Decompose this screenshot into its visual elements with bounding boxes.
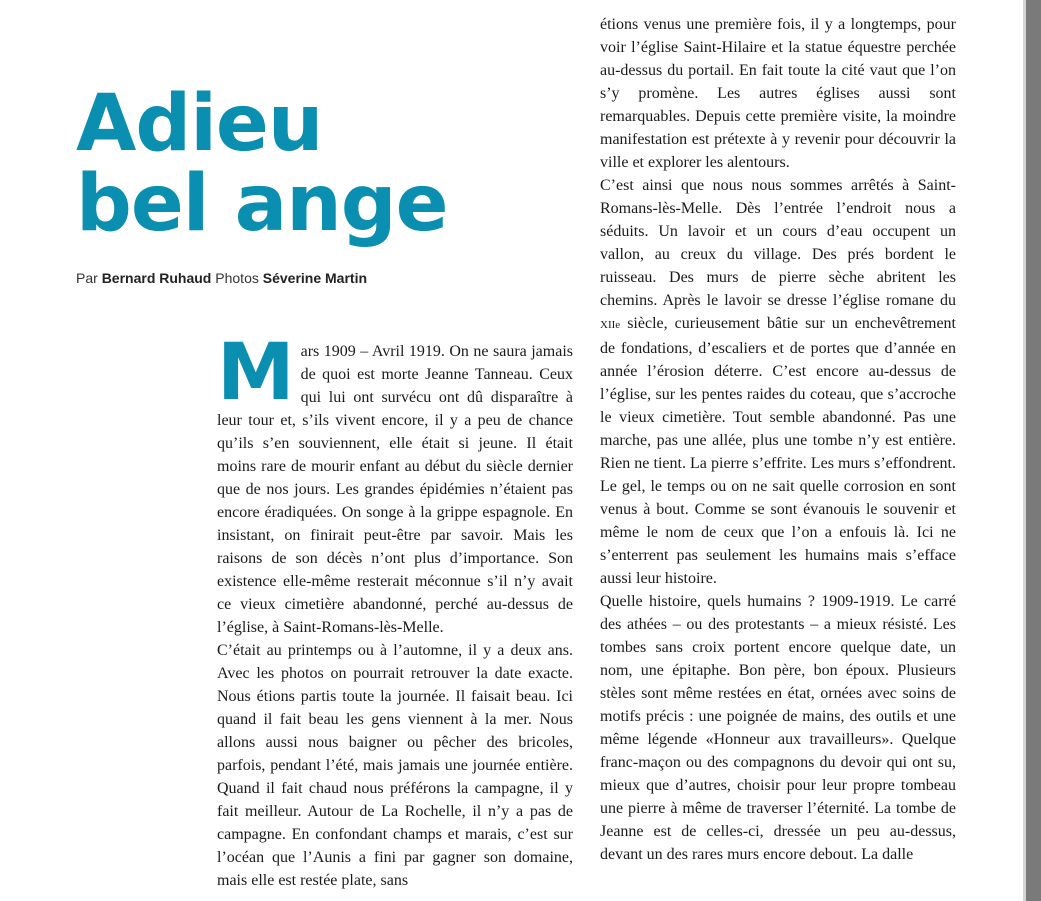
left-paragraph-2: C’était au printemps ou à l’automne, il y a deux ans. Avec les photos on pourrait retrouver la date exacte. Nous étions partis toute la journée. Il faisait beau. Ici quand il fait beau les gens viennent à la mer. Nous allons aussi nous baigner ou pêcher des bricoles, parfois, pendant l’été, mais jamais une journée entière. Quand il fait chaud nous préférons la campagne, il y fait meilleur. Autour de La Rochelle, il n’y a pas de campagne. En confondant champs et marais, c’est sur l’océan que l’Aunis a fini par gagner son domaine, mais elle est restée plate, sans [217, 642, 573, 889]
right-text-column [600, 13, 956, 866]
left-paragraph-1-text: ars 1909 – Avril 1919. On ne saura jamais de quoi est morte Jeanne Tanneau. Ceux qui lui ont survécu ont dû disparaître à leur tour et, s’ils vivent encore, il y a peu de chance qu’ils s’en souviennent, elle était si jeune. Il était moins rare de mourir enfant au début du siècle dernier que de nos jours. Les grandes épidémies n’étaient pas encore éradiquées. On songe à la grippe espagnole. En insistant, on finirait peut-être par savoir. Mais les raisons de son décès n’ont plus d’importance. Son existence elle-même resterait méconnue s’il n’y avait ce vieux cimetière abandonné, perché au-dessus de l’église, à Saint-Romans-lès-Melle. [217, 343, 573, 636]
byline-by-prefix: Par [76, 270, 98, 286]
right-paragraph-2 [600, 174, 956, 590]
byline-photos-prefix: Photos [215, 270, 259, 286]
byline [76, 270, 367, 286]
drop-cap: M [217, 328, 295, 418]
byline-author: Bernard Ruhaud [101, 270, 212, 286]
title-line-2: bel ange [76, 159, 448, 249]
left-paragraph-1 [217, 328, 573, 639]
right-paragraph-2-text-b: siècle, curieusement bâtie sur un enchevêtrement de fondations, d’escaliers et de portes que d’année en année l’érosion déterre. C’est encore au-dessus de l’église, sur les pentes raides du coteau, que s’accroche le vieux cimetière. Tout semble abandonné. Pas une marche, pas une allée, plus une tombe n’y est entière. Rien ne tient. La pierre s’effrite. Les murs s’effondrent. Le gel, le temps ou on ne sait quelle corrosion en sont venus à bout. Comme se sont évanouis le souvenir et même le nom de ceux que l’on a enfouis là. Ici ne s’enterrent pas seulement les humains mais s’efface aussi leur histoire. [600, 315, 956, 587]
title-line-1: Adieu [76, 79, 323, 169]
byline-photographer: Séverine Martin [262, 270, 368, 286]
viewer-scrollbar-edge[interactable] [1026, 0, 1041, 901]
left-text-column [217, 328, 573, 892]
right-paragraph-1: étions venus une première fois, il y a longtemps, pour voir l’église Saint-Hilaire et la statue équestre perchée au-dessus du portail. En fait toute la cité vaut que l’on s’y promène. Les autres églises aussi sont remarquables. Depuis cette première visite, la moindre manifestation est prétexte à y revenir pour découvrir la ville et explorer les alentours. [600, 16, 956, 171]
right-paragraph-3: Quelle histoire, quels humains ? 1909-1919. Le carré des athées – ou des protestants – a mieux résisté. Les tombes sans croix portent encore quelque date, un nom, une épitaphe. Bon père, bon époux. Plusieurs stèles sont même restées en état, ornées avec soins de motifs précis : une poignée de mains, des outils et une même légende «Honneur aux travailleurs». Quelque franc-maçon ou des compagnons du devoir qui ont su, mieux que d’autres, choisir pour leur propre tombeau une pierre à même de traverser l’éternité. La tombe de Jeanne est de celles-ci, dressée un peu au-dessus, devant un des rares murs encore debout. La dalle [600, 593, 956, 863]
right-paragraph-2-text-a: C’est ainsi que nous nous sommes arrêtés à Saint-Romans-lès-Melle. Dès l’entrée l’endroit nous a séduits. Un lavoir et un cours d’eau occupent un vallon, au creux du village. Des prés bordent le ruisseau. Des murs de pierre sèche abritent les chemins. Après le lavoir se dresse l’église romane du [600, 177, 956, 309]
century-numeral: XIIe [600, 319, 621, 331]
article-title [76, 79, 448, 249]
